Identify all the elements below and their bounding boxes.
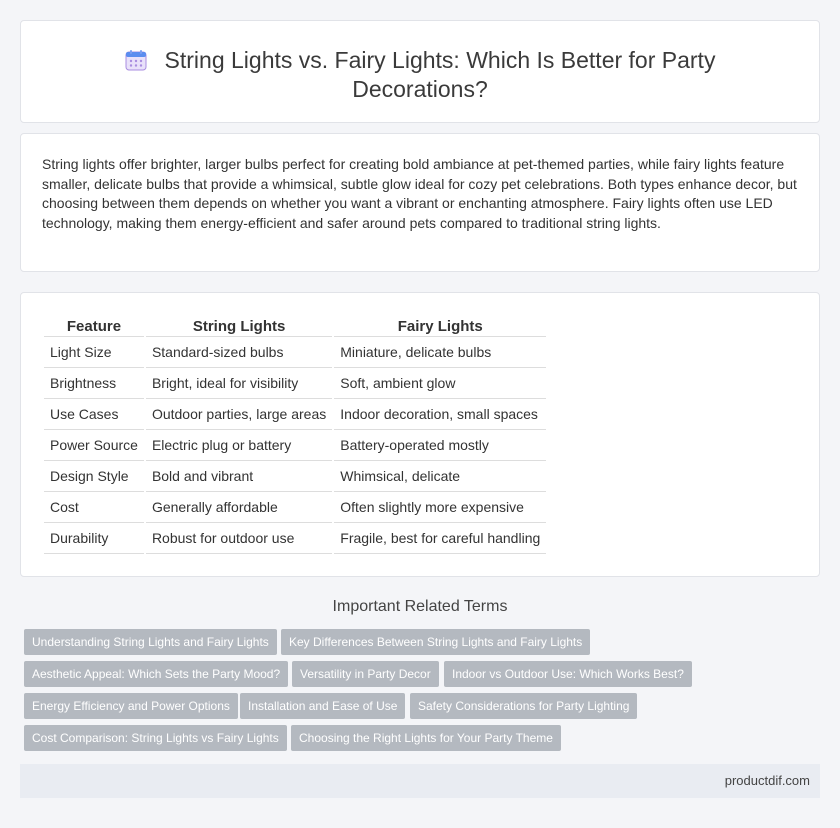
- table-row: [44, 368, 546, 399]
- related-term-tag[interactable]: Cost Comparison: String Lights vs Fairy Lights: [24, 725, 287, 751]
- fairy-lights-cell: Miniature, delicate bulbs: [334, 337, 546, 368]
- related-term-tag[interactable]: Aesthetic Appeal: Which Sets the Party Mood?: [24, 661, 288, 687]
- string-lights-cell: Generally affordable: [146, 492, 332, 523]
- string-lights-cell: Robust for outdoor use: [146, 523, 332, 554]
- header-card: [20, 20, 820, 123]
- string-lights-cell: Outdoor parties, large areas: [146, 399, 332, 430]
- table-row: [44, 492, 546, 523]
- title-line-2: Decorations?: [352, 76, 488, 102]
- intro-paragraph: String lights offer brighter, larger bulbs perfect for creating bold ambiance at pet-themed parties, while fairy lights feature smaller, delicate bulbs that provide a whimsical, subtle glow ideal for cozy pet celebrations. Both types enhance decor, but choosing between them depends on whether you want a vibrant or enchanting atmosphere. Fairy lights often use LED technology, making them energy-efficient and safer around pets compared to traditional string lights.: [42, 156, 797, 231]
- related-terms-title: Important Related Terms: [332, 598, 508, 615]
- table-row: [44, 337, 546, 368]
- feature-cell: Cost: [44, 492, 144, 523]
- string-lights-cell: Standard-sized bulbs: [146, 337, 332, 368]
- related-term-tag[interactable]: Installation and Ease of Use: [240, 693, 405, 719]
- related-term-tag[interactable]: Safety Considerations for Party Lighting: [410, 693, 637, 719]
- fairy-lights-cell: Often slightly more expensive: [334, 492, 546, 523]
- fairy-lights-cell: Whimsical, delicate: [334, 461, 546, 492]
- feature-cell: Power Source: [44, 430, 144, 461]
- intro-card: [20, 133, 820, 272]
- footer: [20, 764, 820, 798]
- table-row: [44, 399, 546, 430]
- feature-cell: Durability: [44, 523, 144, 554]
- feature-cell: Light Size: [44, 337, 144, 368]
- header-feature: Feature: [44, 316, 144, 337]
- table-row: [44, 461, 546, 492]
- fairy-lights-cell: Indoor decoration, small spaces: [334, 399, 546, 430]
- fairy-lights-cell: Fragile, best for careful handling: [334, 523, 546, 554]
- fairy-lights-cell: Battery-operated mostly: [334, 430, 546, 461]
- related-term-tag[interactable]: Versatility in Party Decor: [292, 661, 439, 687]
- table-row: [44, 430, 546, 461]
- title-line-1: String Lights vs. Fairy Lights: Which Is Better for Party: [164, 47, 716, 73]
- string-lights-cell: Bold and vibrant: [146, 461, 332, 492]
- table-row: [44, 523, 546, 554]
- feature-cell: Brightness: [44, 368, 144, 399]
- comparison-card: [20, 292, 820, 577]
- related-term-tag[interactable]: Understanding String Lights and Fairy Lights: [24, 629, 277, 655]
- related-term-tag[interactable]: Energy Efficiency and Power Options: [24, 693, 238, 719]
- calendar-icon: [125, 49, 147, 71]
- fairy-lights-cell: Soft, ambient glow: [334, 368, 546, 399]
- related-term-tag[interactable]: Indoor vs Outdoor Use: Which Works Best?: [444, 661, 692, 687]
- related-term-tag[interactable]: Choosing the Right Lights for Your Party Theme: [291, 725, 561, 751]
- page-title: [21, 46, 819, 104]
- table-header-row: [44, 316, 546, 337]
- comparison-table: [42, 316, 548, 554]
- string-lights-cell: Electric plug or battery: [146, 430, 332, 461]
- feature-cell: Use Cases: [44, 399, 144, 430]
- string-lights-cell: Bright, ideal for visibility: [146, 368, 332, 399]
- footer-site-link[interactable]: productdif.com: [724, 773, 810, 788]
- header-string-lights: String Lights: [146, 316, 332, 337]
- header-fairy-lights: Fairy Lights: [334, 316, 546, 337]
- related-term-tag[interactable]: Key Differences Between String Lights and Fairy Lights: [281, 629, 590, 655]
- feature-cell: Design Style: [44, 461, 144, 492]
